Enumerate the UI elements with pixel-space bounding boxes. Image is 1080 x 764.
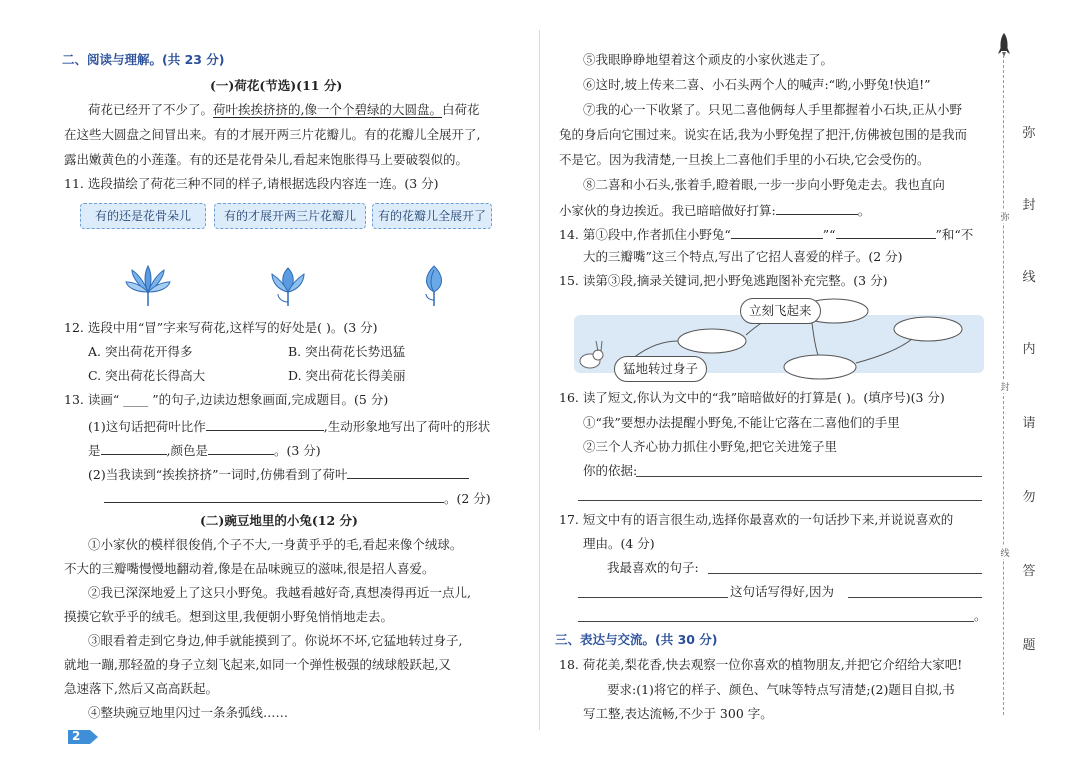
q15-blank-bubble-2[interactable] [678,329,746,353]
seal-char-2: 封 [1022,198,1036,213]
seal-char-5: 请 [1022,416,1036,431]
q17-text-1: 17. 短文中有的语言很生动,选择你最喜欢的一句话抄下来,并说说喜欢的 [559,512,954,527]
q13-sub1-line1 [88,417,490,435]
q13-sub2-line2 [104,489,491,507]
q15-bubble-turn: 猛地转过身子 [614,356,707,382]
q16-option-1[interactable]: ①“我”要想办法提醒小野兔,不能让它落在二喜他们的手里 [583,415,900,430]
q13-sub1-line2 [88,441,321,459]
q13-sub1-shi: 是 [88,443,101,458]
passage2-line-3: ②我已深深地爱上了这只小野兔。我越看越好奇,真想凑得再近一点儿, [88,585,471,600]
q17-fav-line[interactable] [708,573,982,574]
q15-bubble-fly: 立刻飞起来 [740,298,821,324]
q13-sub1-prefix: (1)这句话把荷叶比作 [88,419,206,434]
q16-text: 16. 读了短文,你认为文中的“我”暗暗做好的打算是( )。(填序号)(3 分) [559,390,945,405]
section2-title: 二、阅读与理解。(共 23 分) [62,52,225,67]
q16-option-2[interactable]: ②三个人齐心协力抓住小野兔,把它关进笼子里 [583,439,837,454]
seal-char-8: 题 [1022,638,1036,653]
seal-small-1: 弥 [999,210,1011,223]
q17-end-dot: 。 [974,608,987,623]
passage2-line-4: 摸摸它软乎乎的绒毛。想到这里,我便朝小野兔悄悄地走去。 [64,609,393,624]
passage2-line-7: 急速落下,然后又高高跃起。 [64,681,218,696]
q15-blank-bubble-4[interactable] [784,355,856,379]
q16-basis-line-2[interactable] [578,500,982,501]
passage2-title: (二)豌豆地里的小兔(12 分) [200,513,358,528]
passage2-line-14: ⑧二喜和小石头,张着手,瞪着眼,一步一步向小野兔走去。我也直向 [583,177,945,192]
q13-sub2-line1 [88,465,469,483]
section3-title: 三、表达与交流。(共 30 分) [555,632,718,647]
q13-blank-shape[interactable] [101,441,167,455]
q12-option-c[interactable]: C. 突出荷花长得高大 [88,368,206,383]
q11-choice-1[interactable]: 有的还是花骨朵儿 [80,203,206,229]
q18-req-1: 要求:(1)将它的样子、颜色、气味等特点写清楚;(2)题目自拟,书 [607,682,955,697]
lotus-half-open-icon[interactable] [266,264,310,308]
q12-text: 12. 选段中用“冒”字来写荷花,这样写的好处是( )。(3 分) [64,320,378,335]
q12-option-b[interactable]: B. 突出荷花长势迅猛 [288,344,406,359]
q13-text: 13. 读画“ ____ ”的句子,边读边想象画面,完成题目。(5 分) [64,392,389,407]
lotus-bud-icon[interactable] [420,264,448,308]
passage2-line-8: ④整块豌豆地里闪过一条条弧线…… [88,705,289,720]
passage2-line-12: 兔的身后向它围过来。说实在话,我为小野兔捏了把汗,仿佛被包围的是我而 [559,127,967,142]
lotus-full-bloom-icon[interactable] [124,262,172,308]
q17-good-label: 这句话写得好,因为 [730,584,834,599]
passage2-line-1: ①小家伙的模样很俊俏,个子不大,一身黄乎乎的毛,看起来像个绒球。 [88,537,463,552]
plan-prefix: 小家伙的身边挨近。我已暗暗做好打算: [559,203,776,218]
q11-text: 11. 选段描绘了荷花三种不同的样子,请根据选段内容连一连。(3 分) [64,176,439,191]
q13-blank-metaphor[interactable] [206,417,324,431]
q16-basis-line-1[interactable] [636,476,982,477]
seal-char-3: 线 [1022,270,1036,285]
q12-option-a[interactable]: A. 突出荷花开得多 [88,344,193,359]
plan-period: 。 [857,203,871,218]
q14-blank-1[interactable] [731,225,823,239]
q11-choice-3[interactable]: 有的花瓣儿全展开了 [372,203,492,229]
passage1-underlined-sentence: 荷叶挨挨挤挤的,像一个个碧绿的大圆盘。 [213,102,442,117]
q14-line1 [559,225,973,243]
seal-char-1: 弥 [1022,126,1036,141]
seal-char-7: 答 [1022,564,1036,579]
q15-blank-bubble-5[interactable] [894,317,962,341]
passage2-line-10: ⑥这时,坡上传来二喜、小石头两个人的喊声:“哟,小野兔!快追!” [583,77,931,92]
q13-blank-color[interactable] [208,441,274,455]
passage1-title: (一)荷花(节选)(11 分) [210,78,343,93]
q14-sep: ”“ [822,227,836,242]
q16-basis-label: 你的依据: [583,463,638,478]
q11-choice-2[interactable]: 有的才展开两三片花瓣儿 [214,203,366,229]
passage2-line-2: 不大的三瓣嘴慢慢地翻动着,像是在品味豌豆的滋味,很是招人喜爱。 [64,561,435,576]
seal-char-6: 勿 [1022,490,1036,505]
q18-text: 18. 荷花美,梨花香,快去观察一位你喜欢的植物朋友,并把它介绍给大家吧! [559,657,963,672]
q13-sub1-suffix: ,生动形象地写出了荷叶的形状 [323,419,491,434]
q13-sub2-prefix: (2)当我读到“挨挨挤挤”一词时,仿佛看到了荷叶 [88,467,348,482]
passage2-line-6: 就地一蹦,那轻盈的身子立刻飞起来,如同一个弹性极强的绒球般跃起,又 [64,657,451,672]
q17-reason-line-1[interactable] [848,597,982,598]
q17-reason-line-2[interactable] [578,621,974,622]
passage1-line-3: 露出嫩黄色的小莲蓬。有的还是花骨朵儿,看起来饱胀得马上要破裂似的。 [64,152,468,167]
q13-sub2-score: 。(2 分) [444,491,491,506]
passage1-line-1-post: 白荷花 [442,102,480,117]
q14-prefix: 14. 第①段中,作者抓住小野兔“ [559,227,731,242]
seal-small-3: 线 [999,546,1011,559]
page-number: 2 [72,729,81,743]
passage1-line-2: 在这些大圆盘之间冒出来。有的才展开两三片花瓣儿。有的花瓣儿全展开了, [64,127,481,142]
q14-blank-2[interactable] [836,225,936,239]
passage1-line-1-pre: 荷花已经开了不少了。 [88,102,214,117]
q14-line2: 大的三瓣嘴”这三个特点,写出了它招人喜爱的样子。(2 分) [583,249,903,264]
q14-suffix: ”和“不 [935,227,974,242]
rocket-icon [998,32,1010,58]
passage2-line-13: 不是它。因为我清楚,一旦挨上二喜他们手里的小石块,它会受伤的。 [559,152,930,167]
passage2-line-15 [559,201,870,219]
q13-sub1-score: 。(3 分) [274,443,321,458]
q15-text: 15. 读第③段,摘录关键词,把小野兔逃跑图补充完整。(3 分) [559,273,888,288]
q13-blank-leaves-1[interactable] [347,465,469,479]
q17-fav-label: 我最喜欢的句子: [607,560,699,575]
passage2-line-11: ⑦我的心一下收紧了。只见二喜他俩每人手里都握着小石块,正从小野 [583,102,962,117]
q18-req-2: 写工整,表达流畅,不少于 300 字。 [583,706,773,721]
seal-char-4: 内 [1022,342,1036,357]
q17-fav-line-2[interactable] [578,597,728,598]
q13-sub1-color-label: ,颜色是 [166,443,208,458]
passage2-line-9: ⑤我眼睁睁地望着这个顽皮的小家伙逃走了。 [583,52,834,67]
passage2-line-5: ③眼看着走到它身边,伸手就能摸到了。你说坏不坏,它猛地转过身子, [88,633,463,648]
plan-blank[interactable] [776,201,858,215]
q17-text-2: 理由。(4 分) [583,536,655,551]
passage1-line-1 [88,102,480,118]
q12-option-d[interactable]: D. 突出荷花长得美丽 [288,368,406,383]
seal-small-2: 封 [999,380,1011,393]
page-divider [539,30,540,730]
q13-blank-leaves-2[interactable] [104,489,444,503]
